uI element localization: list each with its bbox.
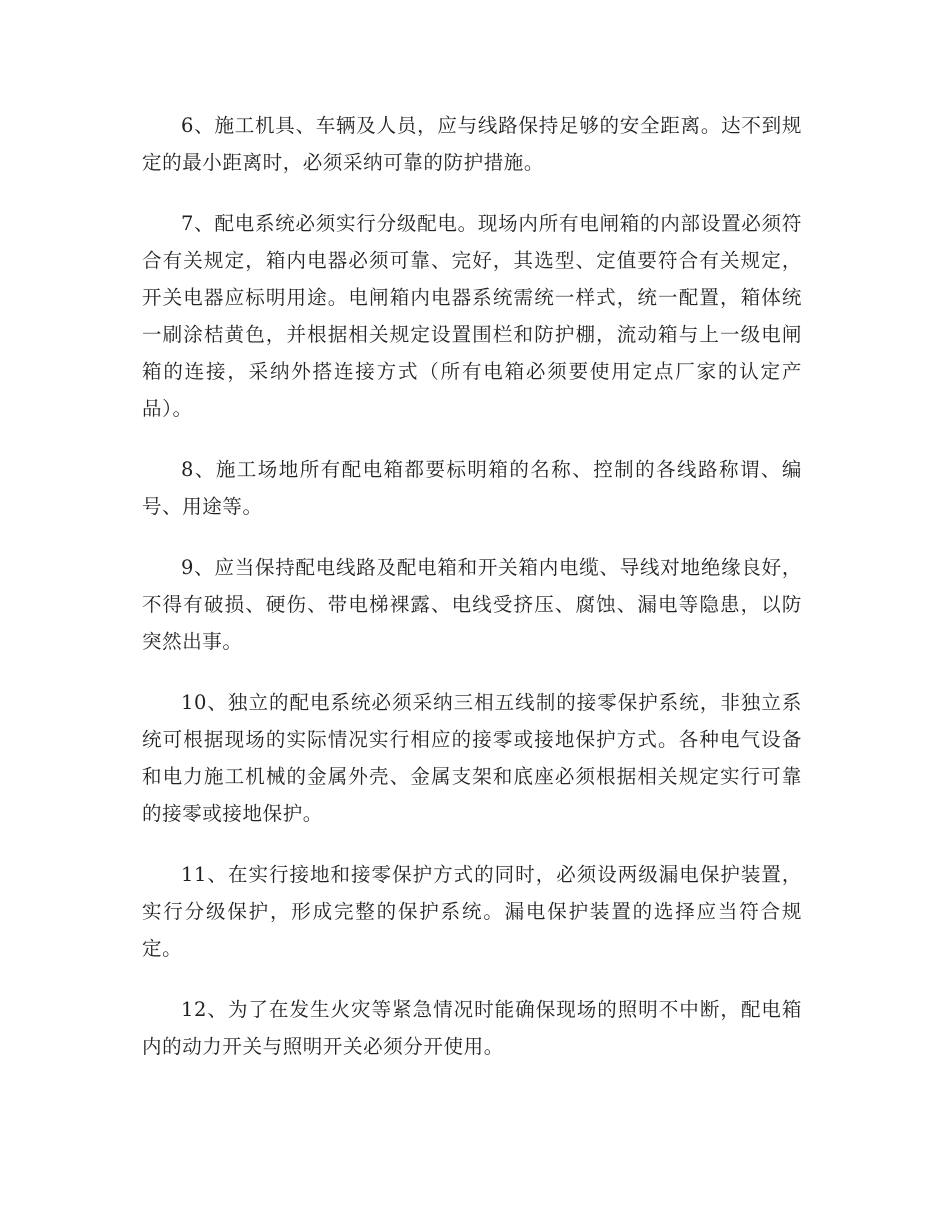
paragraph-item-10: 10、独立的配电系统必须采纳三相五线制的接零保护系统，非独立系统可根据现场的实际情况实行相应的接零或接地保护方式。各种电气设备和电力施工机械的金属外壳、金属支架和底座必须根据相关规定实行可靠的接零或接地保护。: [142, 691, 802, 825]
paragraph-item-7: 7、配电系统必须实行分级配电。现场内所有电闸箱的内部设置必须符合有关规定，箱内电器必须可靠、完好，其选型、定值要符合有关规定，开关电器应标明用途。电闸箱内电器系统需统一样式，统一配置，箱体统一刷涂桔黄色，并根据相关规定设置围栏和防护棚，流动箱与上一级电闸箱的连接，采纳外搭连接方式（所有电箱必须要使用定点厂家的认定产品）。: [142, 212, 802, 420]
paragraph-item-6: 6、施工机具、车辆及人员，应与线路保持足够的安全距离。达不到规定的最小距离时，必须采纳可靠的防护措施。: [142, 114, 802, 174]
paragraph-item-11: 11、在实行接地和接零保护方式的同时，必须设两级漏电保护装置，实行分级保护，形成完整的保护系统。漏电保护装置的选择应当符合规定。: [142, 863, 802, 960]
paragraph-item-9: 9、应当保持配电线路及配电箱和开关箱内电缆、导线对地绝缘良好，不得有破损、硬伤、带电梯裸露、电线受挤压、腐蚀、漏电等隐患，以防突然出事。: [142, 556, 802, 653]
document-body: [142, 107, 802, 1089]
paragraph-item-12: 12、为了在发生火灾等紧急情况时能确保现场的照明不中断，配电箱内的动力开关与照明开关必须分开使用。: [142, 998, 802, 1058]
paragraph-item-8: 8、施工场地所有配电箱都要标明箱的名称、控制的各线路称谓、编号、用途等。: [142, 458, 802, 518]
